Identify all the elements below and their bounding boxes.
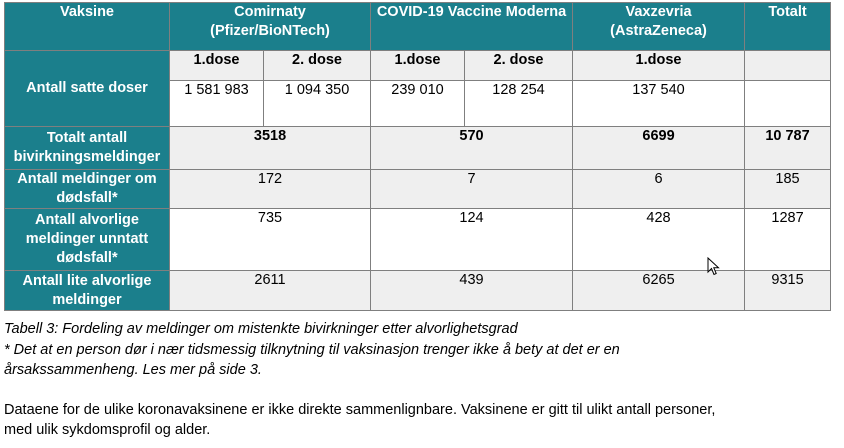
vaxzevria-dose1-value: 137 540 xyxy=(573,81,745,127)
comirnaty-dose2-label: 2. dose xyxy=(264,51,371,81)
dose-label-row xyxy=(5,51,831,81)
comirnaty-dose2-value: 1 094 350 xyxy=(264,81,371,127)
vaxzevria-total-reports: 6699 xyxy=(573,127,745,170)
row-label-total-reports: Totalt antall bivirkningsmeldinger xyxy=(5,127,170,170)
header-row xyxy=(5,3,831,51)
header-vaksine: Vaksine xyxy=(5,3,170,51)
vaxzevria-serious: 428 xyxy=(573,209,745,271)
comirnaty-dose1-value: 1 581 983 xyxy=(170,81,264,127)
moderna-dose2-label: 2. dose xyxy=(465,51,573,81)
header-vaxzevria: Vaxzevria (AstraZeneca) xyxy=(573,3,745,51)
vaxzevria-dose1-label: 1.dose xyxy=(573,51,745,81)
table-row xyxy=(5,127,831,170)
moderna-dose1-label: 1.dose xyxy=(371,51,465,81)
row-label-doses: Antall satte doser xyxy=(5,51,170,127)
totalt-deaths: 185 xyxy=(745,170,831,209)
comirnaty-deaths: 172 xyxy=(170,170,371,209)
row-label-nonserious: Antall lite alvorlige meldinger xyxy=(5,271,170,311)
comirnaty-dose1-label: 1.dose xyxy=(170,51,264,81)
totalt-serious: 1287 xyxy=(745,209,831,271)
moderna-dose2-value: 128 254 xyxy=(465,81,573,127)
header-totalt: Totalt xyxy=(745,3,831,51)
moderna-serious: 124 xyxy=(371,209,573,271)
header-moderna: COVID-19 Vaccine Moderna xyxy=(371,3,573,51)
totalt-dose-value-empty xyxy=(745,81,831,127)
header-comirnaty: Comirnaty (Pfizer/BioNTech) xyxy=(170,3,371,51)
moderna-total-reports: 570 xyxy=(371,127,573,170)
vaxzevria-deaths: 6 xyxy=(573,170,745,209)
body-paragraph: Dataene for de ulike koronavaksinene er ikke direkte sammenlignbare. Vaksinene er gitt til ulikt antall personer, med ulik sykdomsprofil og alder. xyxy=(4,402,716,438)
mouse-pointer-icon xyxy=(707,257,721,277)
moderna-dose1-value: 239 010 xyxy=(371,81,465,127)
vaxzevria-nonserious: 6265 xyxy=(573,271,745,311)
table-caption: Tabell 3: Fordeling av meldinger om mistenkte bivirkninger etter alvorlighetsgrad xyxy=(4,321,518,337)
row-label-serious: Antall alvorlige meldinger unntatt dødsfall* xyxy=(5,209,170,271)
comirnaty-total-reports: 3518 xyxy=(170,127,371,170)
totalt-nonserious: 9315 xyxy=(745,271,831,311)
moderna-deaths: 7 xyxy=(371,170,573,209)
totalt-dose-empty xyxy=(745,51,831,81)
comirnaty-nonserious: 2611 xyxy=(170,271,371,311)
table-row xyxy=(5,170,831,209)
row-label-deaths: Antall meldinger om dødsfall* xyxy=(5,170,170,209)
moderna-nonserious: 439 xyxy=(371,271,573,311)
footnote: * Det at en person dør i nær tidsmessig tilknytning til vaksinasjon trenger ikke å bety at det er en årsakssammenheng. Les mer på side 3. xyxy=(4,342,620,378)
totalt-total-reports: 10 787 xyxy=(745,127,831,170)
comirnaty-serious: 735 xyxy=(170,209,371,271)
